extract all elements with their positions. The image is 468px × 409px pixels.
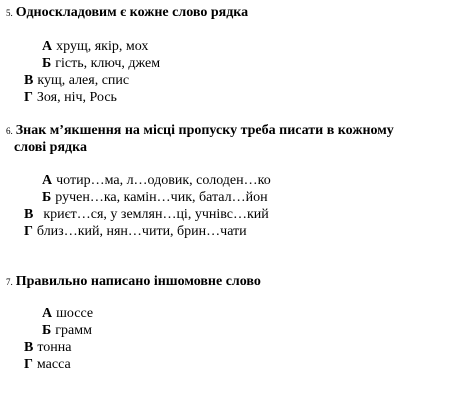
q5-option-c-letter: В bbox=[24, 73, 34, 88]
q7-option-d-text: масса bbox=[36, 357, 71, 372]
q6-option-b bbox=[42, 189, 268, 207]
question-5-text: Односкладовим є кожне слово рядка bbox=[15, 5, 249, 20]
q7-option-d-letter: Г bbox=[24, 357, 33, 372]
q6-option-a bbox=[42, 172, 271, 190]
question-5-title bbox=[6, 4, 248, 22]
q7-option-b bbox=[42, 322, 92, 340]
q6-option-c-text: криєт…ся, у землян…ці, учнівс…кий bbox=[43, 207, 269, 222]
q6-option-c-letter: В bbox=[24, 207, 34, 222]
q6-option-d-letter: Г bbox=[24, 224, 33, 239]
q6-option-a-text: чотир…ма, л…одовик, солоден…ко bbox=[56, 173, 271, 188]
q6-option-d-text: близ…кий, нян…чити, брин…чати bbox=[36, 224, 247, 239]
question-6-title-line2: слові рядка bbox=[14, 140, 87, 155]
q7-option-a-letter: А bbox=[42, 306, 53, 321]
question-6-text: Знак м’якшення на місці пропуску треба писати в кожному bbox=[15, 123, 394, 138]
q7-option-b-letter: Б bbox=[42, 323, 52, 338]
q7-option-d bbox=[24, 356, 71, 374]
question-7-title bbox=[6, 273, 261, 291]
q5-option-a-text: хрущ, якір, мох bbox=[56, 39, 149, 54]
question-5-number: 5. bbox=[6, 8, 13, 18]
q5-option-c-text: кущ, алея, спис bbox=[37, 73, 130, 88]
q5-option-c bbox=[24, 72, 129, 90]
q6-option-b-letter: Б bbox=[42, 190, 52, 205]
question-6-number: 6. bbox=[6, 126, 13, 136]
q5-option-a-letter: А bbox=[42, 39, 53, 54]
q7-option-c-text: тонна bbox=[37, 340, 72, 355]
q6-option-a-letter: А bbox=[42, 173, 53, 188]
q5-option-b-letter: Б bbox=[42, 56, 52, 71]
q7-option-b-text: грамм bbox=[55, 323, 92, 338]
q6-option-c bbox=[24, 206, 269, 224]
q7-option-c-letter: В bbox=[24, 340, 34, 355]
question-7-number: 7. bbox=[6, 277, 13, 287]
q5-option-d-text: Зоя, ніч, Рось bbox=[36, 90, 117, 105]
q7-option-c bbox=[24, 339, 71, 357]
q5-option-b bbox=[42, 55, 160, 73]
q7-option-a bbox=[42, 305, 93, 323]
q6-option-b-text: ручен…ка, камін…чик, батал…йон bbox=[55, 190, 268, 205]
q5-option-a bbox=[42, 38, 148, 56]
q6-option-d bbox=[24, 223, 247, 241]
question-7-text: Правильно написано іншомовне слово bbox=[15, 274, 261, 289]
question-6-title bbox=[6, 122, 394, 140]
q5-option-d bbox=[24, 89, 117, 107]
q5-option-b-text: гість, ключ, джем bbox=[55, 56, 161, 71]
q5-option-d-letter: Г bbox=[24, 90, 33, 105]
q7-option-a-text: шоссе bbox=[56, 306, 94, 321]
